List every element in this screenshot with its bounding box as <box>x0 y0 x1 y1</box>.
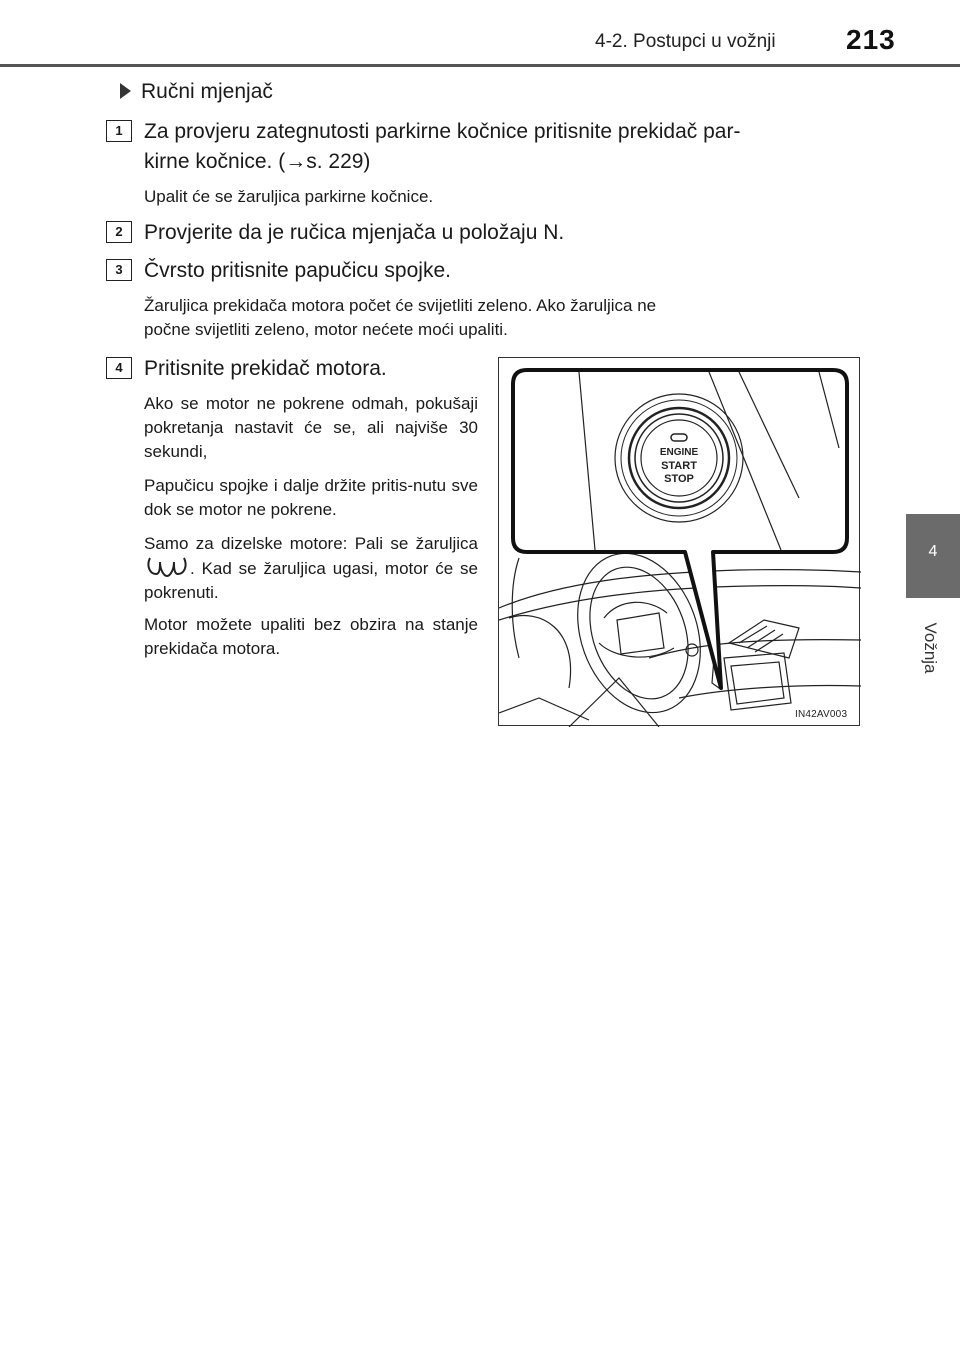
step-number-2: 2 <box>106 221 132 243</box>
subheading-text: Ručni mjenjač <box>141 80 273 103</box>
chapter-tab[interactable]: 4 <box>906 514 960 598</box>
glow-plug-indicator-icon <box>144 556 190 578</box>
step-4-text: Pritisnite prekidač motora. <box>144 357 387 380</box>
step-4-note-3-after: . Kad se žaruljica ugasi, motor će se pokrenuti. <box>144 559 478 602</box>
step-4-note-3-before: Samo za dizelske motore: Pali se žaruljica <box>144 534 478 553</box>
step-1-line2: kirne kočnice. (→s. 229) <box>144 150 371 173</box>
step-2-text: Provjerite da je ručica mjenjača u položaju N. <box>144 221 565 244</box>
engine-start-figure <box>498 357 860 726</box>
triangle-bullet-icon <box>120 83 131 99</box>
section-title: 4-2. Postupci u vožnji <box>595 31 776 52</box>
engine-label: ENGINE <box>659 447 699 458</box>
step-4-note-3 <box>144 532 478 605</box>
chapter-label <box>920 610 942 690</box>
step-3-note-line1: Žaruljica prekidača motora počet će svijetliti zeleno. Ako žaruljica ne <box>144 296 657 315</box>
header-divider <box>0 64 960 67</box>
start-label: START <box>661 460 697 472</box>
page-number: 213 <box>846 24 896 55</box>
step-4-note-2: Papučicu spojke i dalje držite pritis-nutu sve dok se motor ne pokrene. <box>144 476 478 519</box>
stop-label: STOP <box>664 473 694 485</box>
step-1-note: Upalit će se žaruljica parkirne kočnice. <box>144 187 434 206</box>
chapter-label-text: Vožnja <box>921 622 940 674</box>
step-3-note-line2: počne svijetliti zeleno, motor nećete moći upaliti. <box>144 320 508 339</box>
step-4-note-1: Ako se motor ne pokrene odmah, pokušaji pokretanja nastavit će se, ali najviše 30 sekundi, <box>144 394 478 461</box>
step-number-4: 4 <box>106 357 132 379</box>
step-3-text: Čvrsto pritisnite papučicu spojke. <box>144 259 451 282</box>
step-4-note-4: Motor možete upaliti bez obzira na stanje prekidača motora. <box>144 615 478 658</box>
step-number-3: 3 <box>106 259 132 281</box>
figure-code: IN42AV003 <box>795 709 848 720</box>
engine-start-stop-button-label <box>499 358 861 727</box>
step-number-1: 1 <box>106 120 132 142</box>
step-1-line1: Za provjeru zategnutosti parkirne kočnice pritisnite prekidač par- <box>144 120 741 143</box>
subheading <box>120 80 273 104</box>
